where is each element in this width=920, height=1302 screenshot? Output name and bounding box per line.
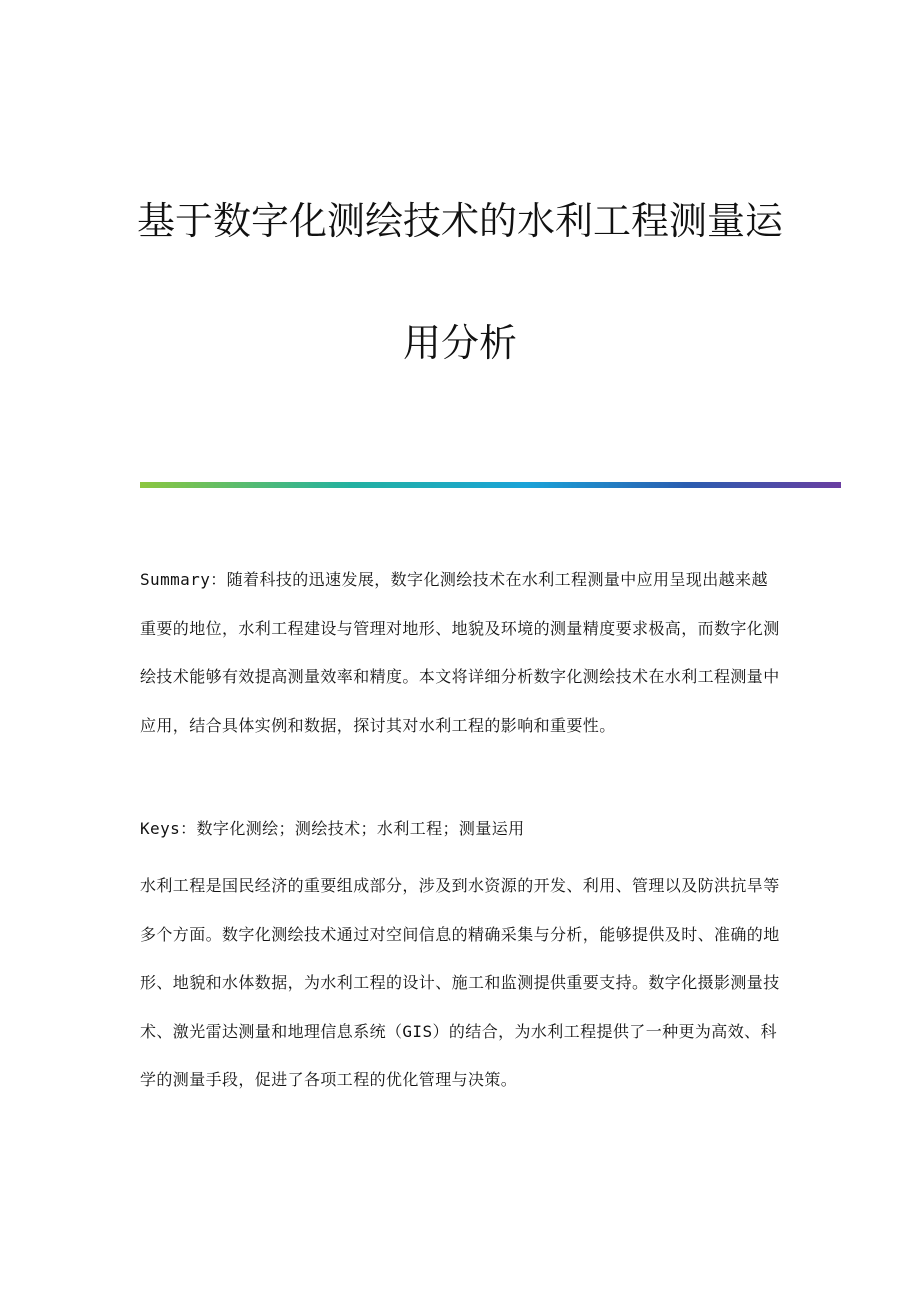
summary-paragraph bbox=[140, 556, 780, 750]
title-divider bbox=[140, 482, 841, 488]
body-paragraph: 水利工程是国民经济的重要组成部分，涉及到水资源的开发、利用、管理以及防洪抗旱等多个方面。数字化测绘技术通过对空间信息的精确采集与分析，能够提供及时、准确的地形、地貌和水体数据，为水利工程的设计、施工和监测提供重要支持。数字化摄影测量技术、激光雷达测量和地理信息系统（GIS）的结合，为水利工程提供了一种更为高效、科学的测量手段，促进了各项工程的优化管理与决策。 bbox=[140, 876, 780, 1089]
document-title-line-2: 用分析 bbox=[402, 321, 517, 365]
summary-label: Summary： bbox=[140, 570, 227, 589]
keywords-label: Keys： bbox=[140, 819, 197, 838]
document-title-line-1: 基于数字化测绘技术的水利工程测量运 bbox=[136, 199, 783, 243]
keywords-text: 数字化测绘；测绘技术；水利工程；测量运用 bbox=[196, 819, 525, 838]
summary-text: 随着科技的迅速发展，数字化测绘技术在水利工程测量中应用呈现出越来越重要的地位，水利工程建设与管理对地形、地貌及环境的测量精度要求极高，而数字化测绘技术能够有效提高测量效率和精度。本文将详细分析数字化测绘技术在水利工程测量中应用，结合具体实例和数据，探讨其对水利工程的影响和重要性。 bbox=[140, 570, 780, 735]
keywords-paragraph bbox=[140, 805, 780, 854]
